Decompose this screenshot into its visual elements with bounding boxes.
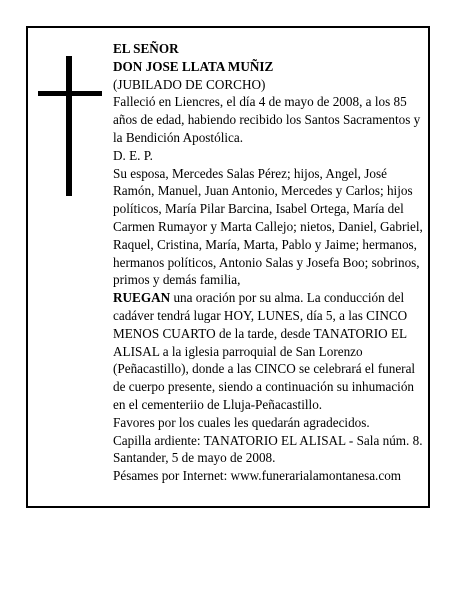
death-details: Falleció en Liencres, el día 4 de mayo de 2008, a los 85 años de edad, habiendo recibido los Santos Sacramentos y la Bendición Apostólica. [113, 94, 421, 145]
family-list: Su esposa, Mercedes Salas Pérez; hijos, Angel, José Ramón, Manuel, Juan Antonio, Mercedes y Carlos; hijos políticos, María Pilar Barcina, Isabel Ortega, María del Carmen Rumayor y Marta Callejo; nietos, Daniel, Gabriel, Raquel, Cristina, María, Marta, Pablo y Jaime; hermanos, hermanos políticos, Antonio Salas y Josefa Boo; sobrinos, primos y demás familia, [113, 165, 423, 288]
ceremony-text: una oración por su alma. La conducción del cadáver tendrá lugar HOY, LUNES, día 5, a las CINCO MENOS CUARTO de la tarde, desde TANATORIO EL ALISAL a la iglesia parroquial de San Lorenzo (Peñacastillo), donde a las CINCO se celebrará el funeral de cuerpo presente, siendo a continuación su inhumación en el cementeriio de Lluja-Peñacastillo. [113, 290, 416, 412]
heading-title: EL SEÑOR [113, 41, 179, 56]
chapel-info: Capilla ardiente: TANATORIO EL ALISAL - Sala núm. 8. Santander, 5 de mayo de 2008. [113, 432, 423, 466]
obituary-text [113, 40, 425, 485]
deceased-name: DON JOSE LLATA MUÑIZ [113, 58, 274, 74]
thanks-line: Favores por los cuales les quedarán agradecidos. [113, 414, 370, 430]
cross-horizontal-bar [38, 91, 102, 96]
cross-vertical-bar [66, 56, 72, 196]
deceased-occupation: (JUBILADO DE CORCHO) [113, 76, 266, 92]
internet-condolences: Pésames por Internet: www.funerarialamontanesa.com [113, 468, 402, 484]
ruegan-word: RUEGAN [113, 290, 171, 306]
cross-icon [38, 56, 102, 196]
ceremony-details [113, 289, 425, 414]
dep-line: D. E. P. [113, 147, 153, 163]
